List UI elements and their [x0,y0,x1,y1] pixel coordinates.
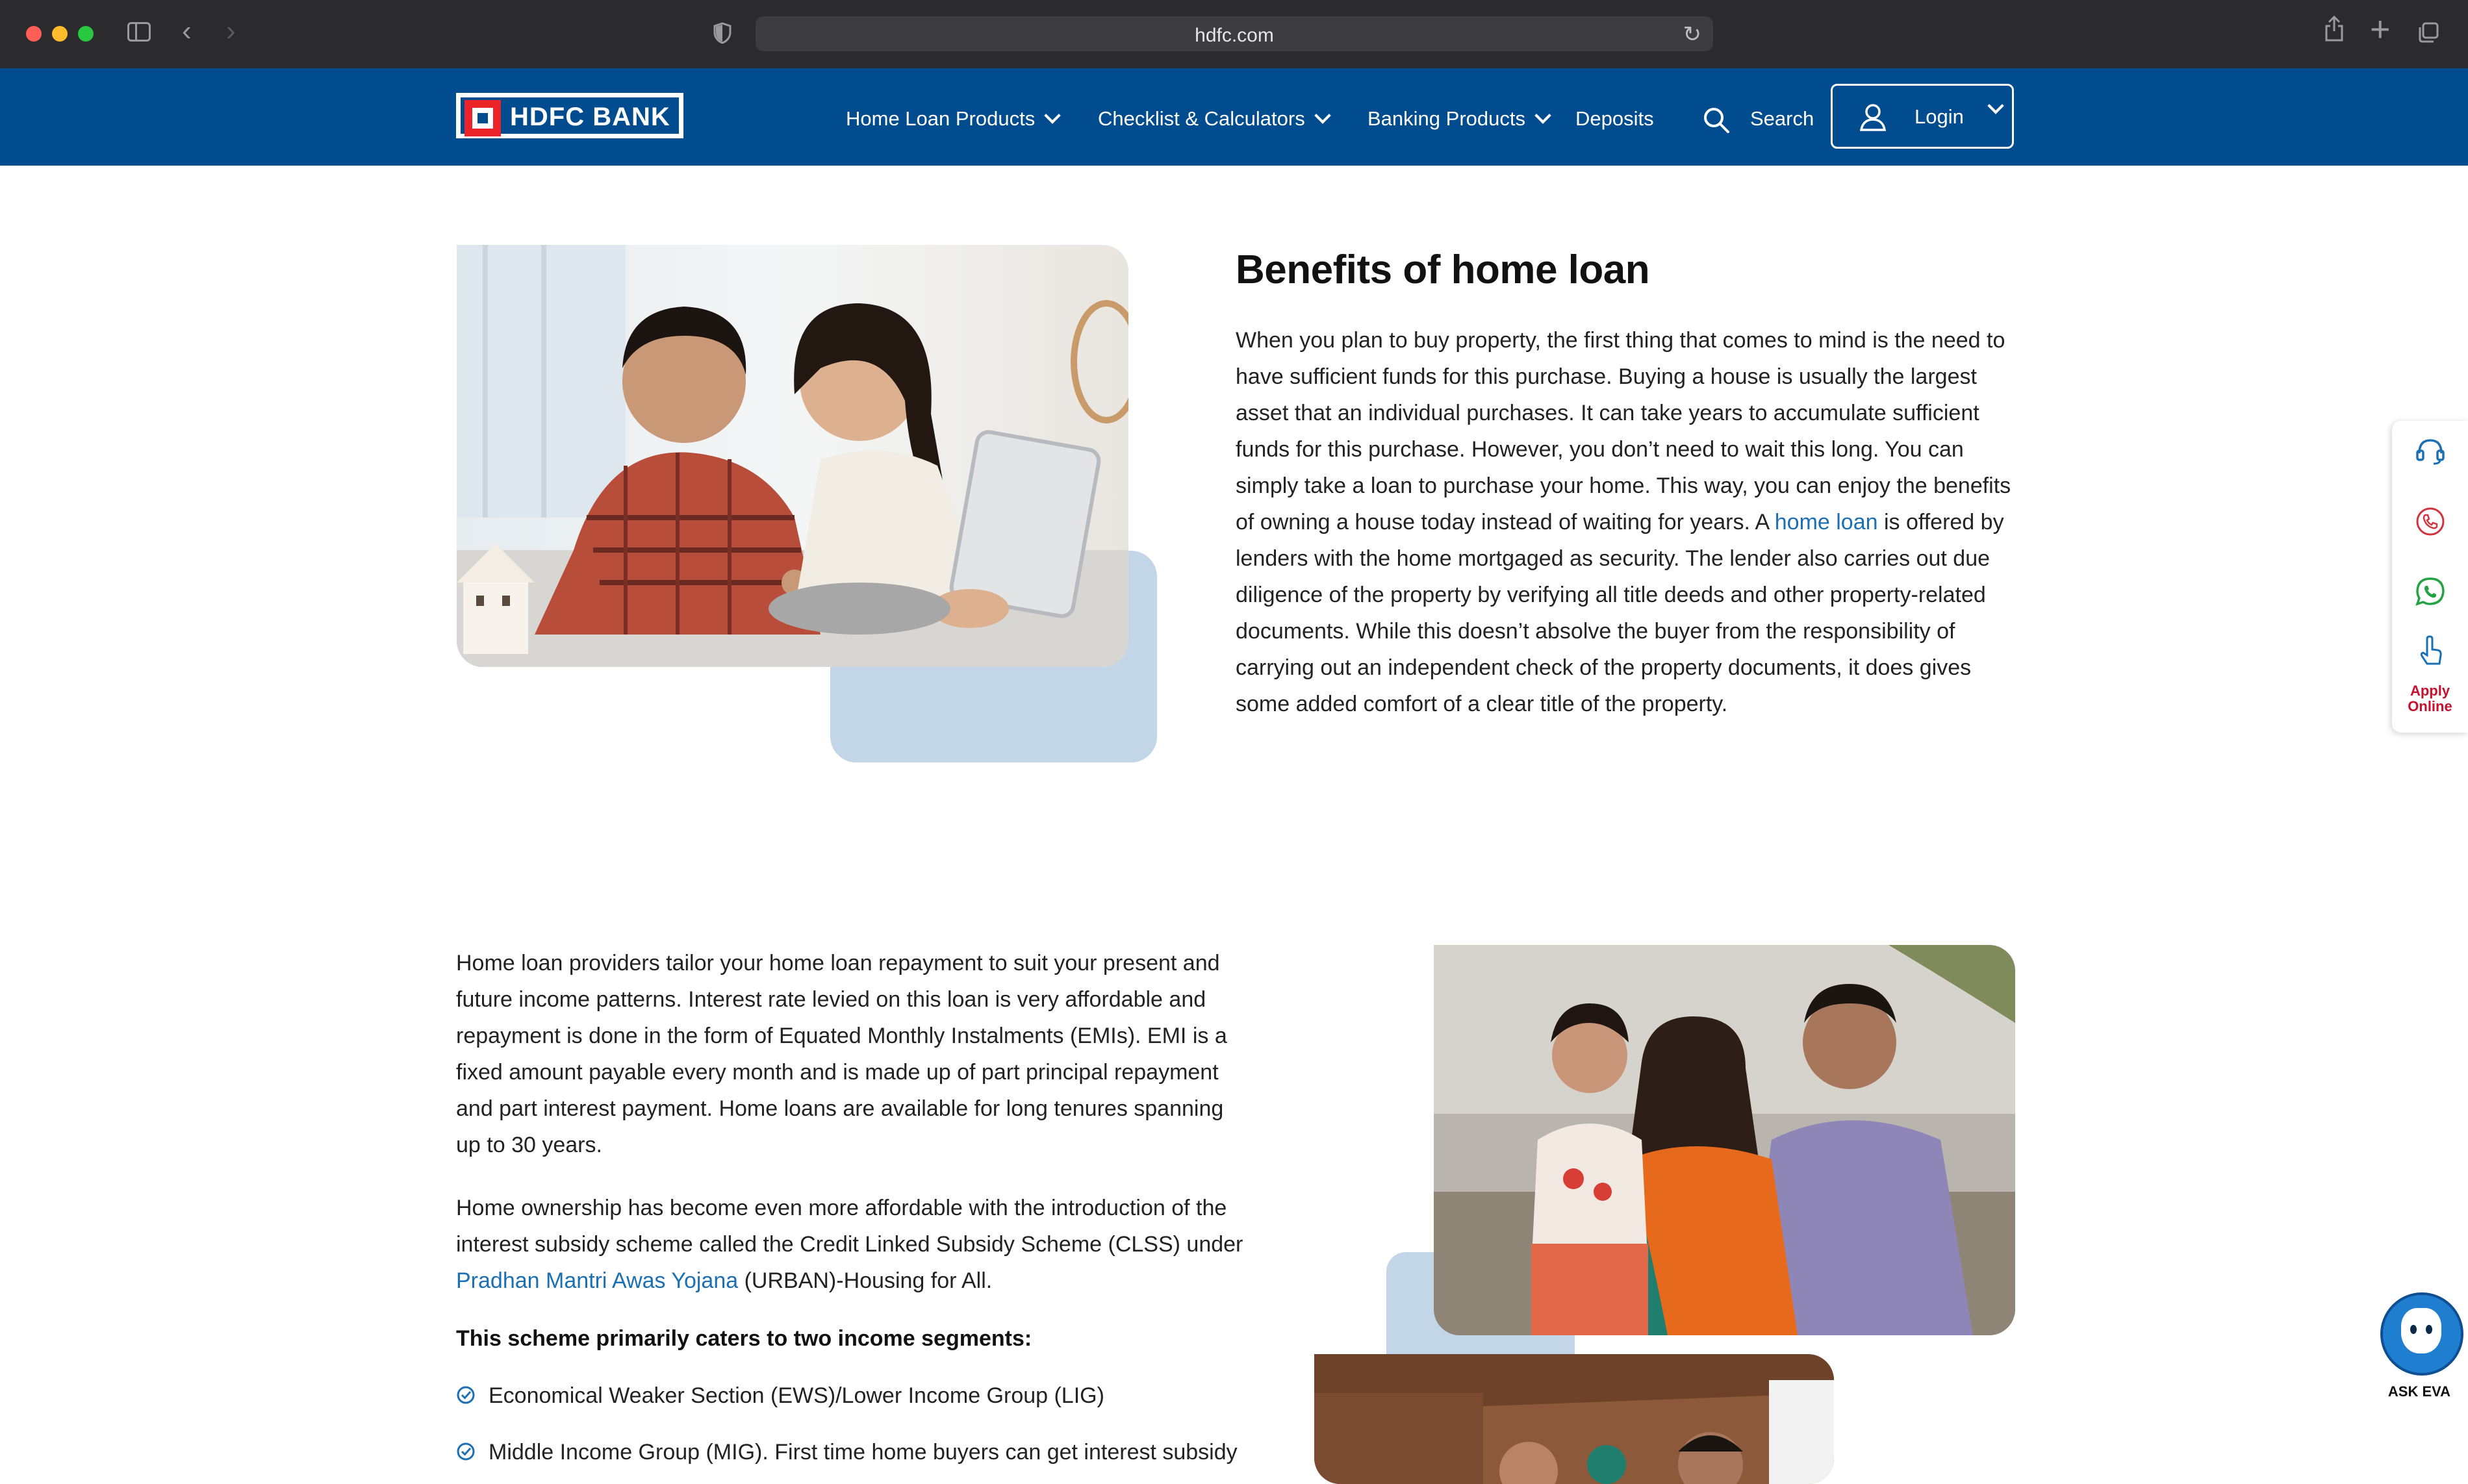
support-headset-icon[interactable] [2414,435,2447,468]
village-photo-illustration [1314,1354,1834,1484]
sidebar-toggle-icon[interactable] [127,22,151,42]
apply-online-hand-icon[interactable] [2414,635,2447,668]
village-family-photo [1314,1354,1834,1484]
reload-icon[interactable]: ↻ [1683,22,1701,47]
nav-label: Banking Products [1368,107,1525,130]
nav-label: Deposits [1575,107,1654,130]
pmay-link[interactable]: Pradhan Mantri Awas Yojana [456,1268,739,1293]
nav-label: Home Loan Products [846,107,1036,130]
login-chevron [1978,104,2002,119]
logo-frame [459,95,681,136]
browser-toolbar [0,0,2468,69]
chevron-down-icon [1534,107,1551,123]
maximize-window-button[interactable] [78,26,94,42]
new-tab-icon[interactable]: + [2370,10,2391,49]
nav-deposits[interactable] [1575,106,1654,132]
search-button[interactable]: Search [1750,107,1814,130]
list-item [456,1383,1104,1409]
tab-overview-icon[interactable] [2418,22,2439,43]
user-icon [1859,103,1887,131]
segment-label: Economical Weaker Section (EWS)/Lower Income Group (LIG) [489,1383,1104,1408]
family-photo [1434,945,2015,1335]
income-segments-heading: This scheme primarily caters to two income segments: [456,1326,1032,1351]
hdfc-bank-logo[interactable] [456,93,683,138]
privacy-shield-icon[interactable] [713,22,731,44]
whatsapp-icon[interactable] [2414,575,2447,608]
login-button[interactable] [1831,84,2014,149]
ask-eva-chatbot-button[interactable] [2380,1292,2463,1376]
check-circle-icon [456,1385,476,1405]
benefits-text-after-link: is offered by lenders with the home mortgaged as security. The lender also carries out due diligence of the property by verifying all title deeds and other property-related documents. While this doesn’t absolve the buyer from the responsibility of carrying out an independent check of the property documents, it does gives some added comfort of a clear title of the property. [1236,510,2004,716]
share-icon[interactable] [2324,16,2344,42]
benefits-text-before-link: When you plan to buy property, the first thing that comes to mind is the need to have sufficient funds for this purchase. Buying a house is usually the largest asset that an individual purchases. It can take years to accumulate sufficient funds for this purchase. However, you don’t need to wait this long. You can simply take a loan to purchase your home. This way, you can enjoy the benefits of owning a house today instead of waiting for years. A [1236,328,2011,534]
nav-home-loan-products[interactable] [846,106,1058,132]
login-label: Login [1915,105,1964,128]
clss-paragraph [456,1190,1262,1299]
search-icon[interactable] [1702,106,1731,134]
minimize-window-button[interactable] [52,26,68,42]
phone-icon[interactable] [2414,505,2447,538]
check-circle-icon [456,1442,476,1461]
eva-eye [2410,1325,2417,1334]
chevron-down-icon [1044,107,1060,123]
clss-text-before-link: Home ownership has become even more affordable with the introduction of the interest subsidy scheme called the Credit Linked Subsidy Scheme (CLSS) under [456,1196,1243,1257]
back-arrow-icon[interactable]: ‹ [182,15,192,47]
url-text: hdfc.com [1195,25,1274,46]
chevron-down-icon [1314,107,1330,123]
nav-banking-products[interactable] [1368,106,1549,132]
benefits-paragraph [1236,322,2015,722]
nav-checklist-calculators[interactable] [1098,106,1329,132]
logo-mark-icon [464,100,501,136]
ask-eva-label[interactable]: ASK EVA [2387,1383,2451,1400]
benefits-heading: Benefits of home loan [1236,247,1650,292]
close-window-button[interactable] [26,26,42,42]
contact-widget [2392,421,2468,733]
chevron-down-icon [1987,97,2004,114]
eva-eye [2426,1325,2432,1334]
family-photo-illustration [1434,945,2015,1335]
forward-arrow-icon[interactable]: › [226,15,236,47]
repayment-paragraph: Home loan providers tailor your home loan repayment to suit your present and future income patterns. Interest rate levied on this loan is very affordable and repayment is done in the form of Equated Monthly Instalments (EMIs). EMI is a fixed amount payable every month and is made up of part principal repayment and part interest payment. Home loans are available for long tenures spanning up to 30 years. [456,951,1227,1157]
eva-avatar-icon [2401,1308,2441,1353]
couple-photo-illustration [457,245,1128,667]
nav-label: Checklist & Calculators [1098,107,1305,130]
couple-with-tablet-photo [457,245,1128,667]
list-item [456,1440,1238,1465]
logo-text: HDFC BANK [510,103,670,131]
site-header [0,68,2468,166]
clss-text-after-link: (URBAN)-Housing for All. [738,1268,993,1293]
segment-label: Middle Income Group (MIG). First time home buyers can get interest subsidy [489,1440,1238,1465]
apply-online-label[interactable]: Apply Online [2408,683,2452,714]
home-loan-link[interactable]: home loan [1774,510,1878,534]
address-bar[interactable] [756,16,1713,51]
